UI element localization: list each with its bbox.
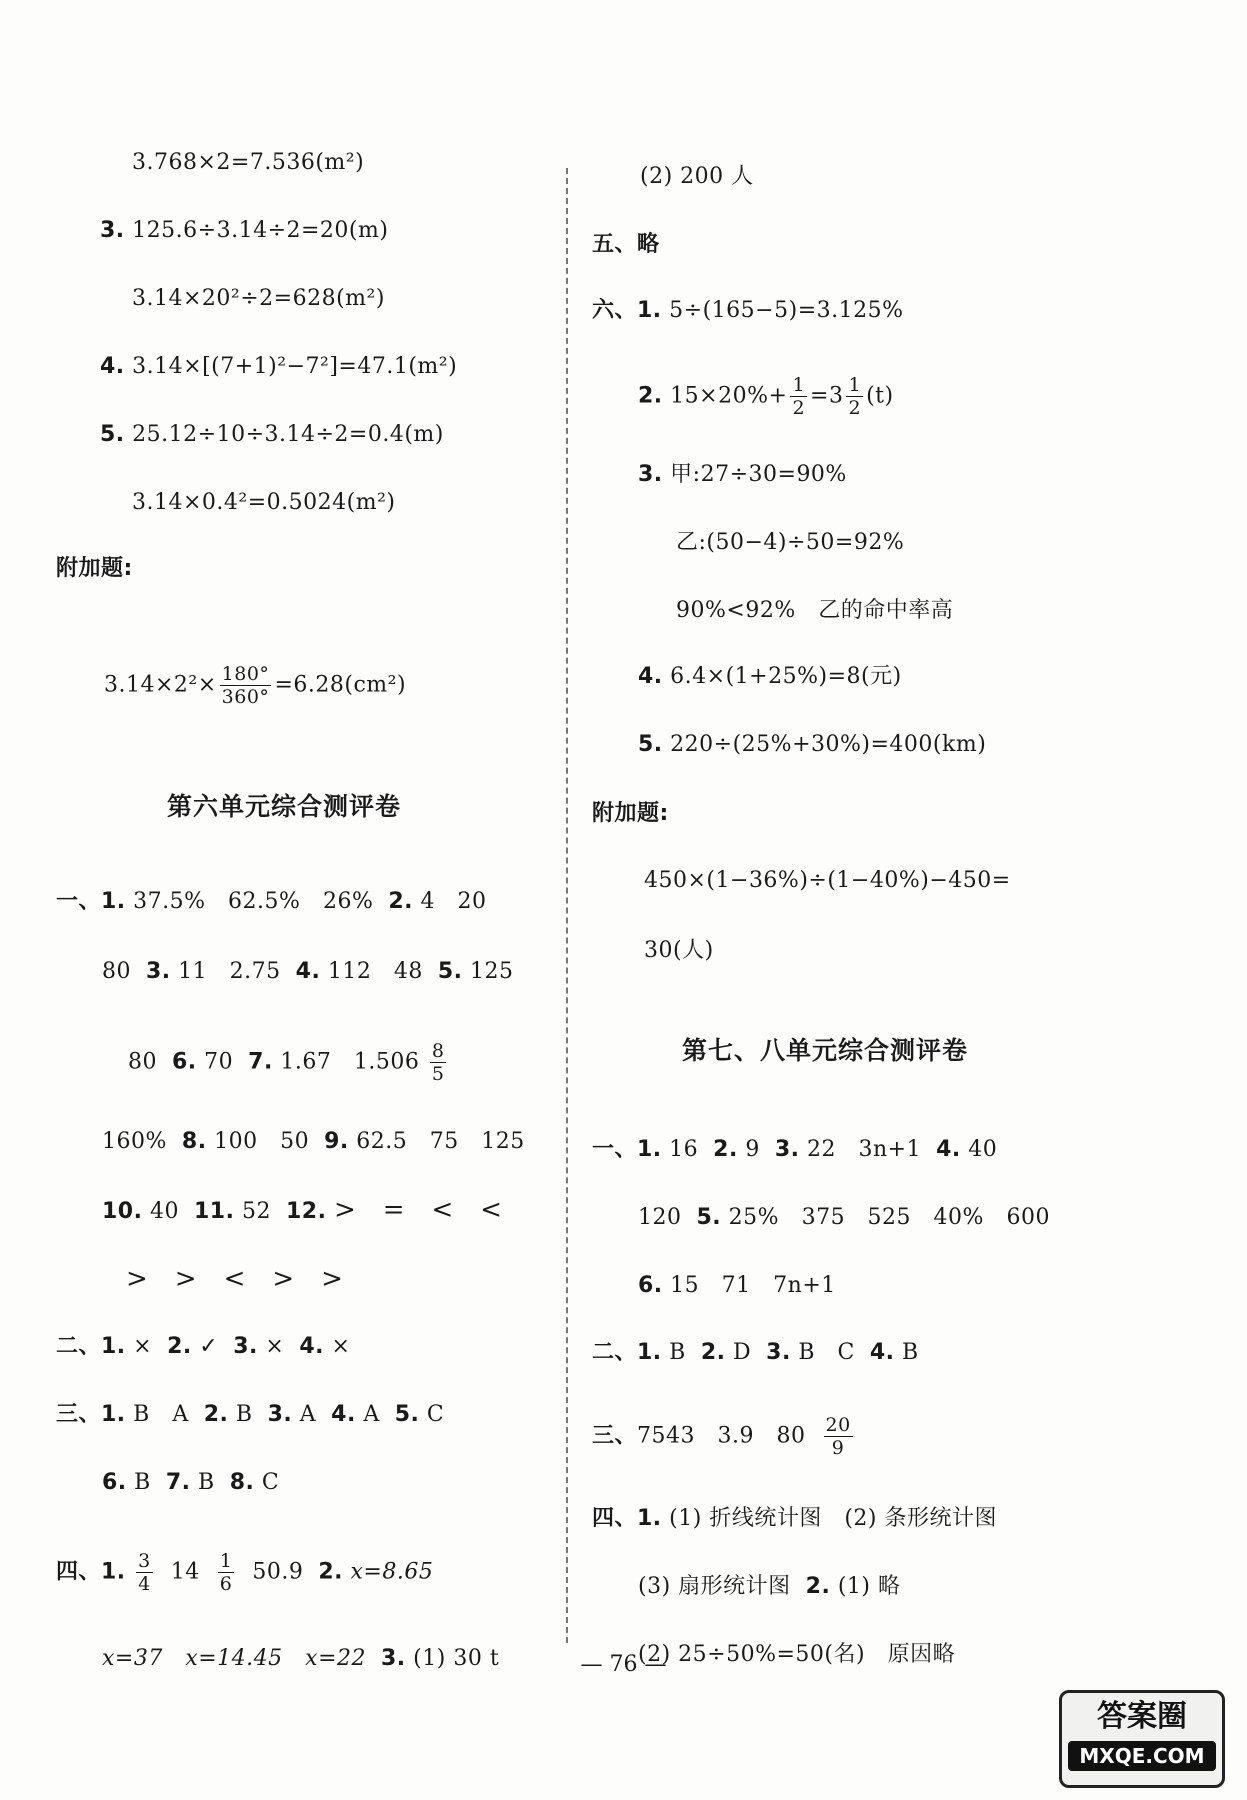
answer-line — [102, 955, 514, 989]
answer-line — [56, 1330, 350, 1364]
fraction-denominator: 4 — [138, 1573, 151, 1595]
answer-text: 125.6÷3.14÷2=20(m) — [132, 218, 389, 243]
item-number: 3. — [233, 1334, 258, 1359]
fraction-denominator: 9 — [831, 1437, 845, 1459]
answer-line — [638, 1201, 1050, 1235]
item-number: 5. — [437, 959, 463, 984]
answer-line: (2) 25÷50%=50(名) 原因略 — [638, 1642, 956, 1667]
fraction-numerator: 20 — [825, 1414, 851, 1436]
item-number: 3. — [146, 959, 171, 984]
section-label: 六、1. — [592, 298, 662, 323]
answer-text: 50.9 — [252, 1559, 304, 1585]
item-number: 4. — [295, 959, 321, 984]
watermark-logo — [1059, 1690, 1225, 1788]
item-number: 3. — [267, 1402, 293, 1427]
fraction-numerator: 3 — [138, 1550, 151, 1572]
answer-line — [638, 660, 902, 694]
item-number: 4. — [638, 664, 663, 689]
answer-line: 90%<92% 乙的命中率高 — [676, 598, 954, 623]
item-number: 10. — [102, 1199, 143, 1224]
answer-text: 9 — [745, 1137, 760, 1162]
answer-text: B — [669, 1340, 686, 1365]
answer-line — [100, 214, 388, 248]
answer-text: × — [331, 1334, 351, 1359]
section-label: 三、 — [592, 1423, 638, 1449]
item-number: 5. — [394, 1402, 420, 1427]
answer-text: 甲:27÷30=90% — [670, 462, 847, 487]
fraction-denominator: 360° — [221, 686, 270, 708]
answer-text: 3.14×2²× — [104, 672, 217, 698]
fraction-denominator: 5 — [431, 1063, 445, 1085]
fraction-denominator: 2 — [792, 397, 806, 419]
answer-line — [638, 1269, 836, 1303]
answer-text: 11 2.75 — [178, 959, 281, 984]
answer-line — [100, 350, 457, 384]
answer-text: (1) 折线统计图 (2) 条形统计图 — [669, 1506, 997, 1531]
answer-line — [592, 1133, 997, 1167]
answer-text: x=37 x=14.45 x=22 — [102, 1646, 366, 1671]
item-number: 11. — [193, 1199, 235, 1224]
answer-text: 52 — [241, 1199, 271, 1224]
item-number: 2. — [700, 1340, 726, 1365]
item-number: 7. — [248, 1049, 273, 1075]
item-number: 2. — [805, 1574, 831, 1599]
fraction — [846, 374, 863, 419]
fraction-numerator: 1 — [219, 1550, 233, 1572]
answer-text: ✓ — [199, 1334, 219, 1359]
answer-text: B A — [133, 1402, 189, 1427]
section-label: 五、略 — [592, 232, 660, 257]
item-number: 3. — [766, 1340, 791, 1365]
answer-line: 3.14×20²÷2=628(m²) — [132, 286, 385, 311]
section-title: 第七、八单元综合测评卷 — [682, 1036, 969, 1065]
answer-text: 112 48 — [327, 959, 423, 984]
item-number: 5. — [696, 1205, 722, 1230]
answer-line: 3.768×2=7.536(m²) — [132, 150, 365, 175]
answer-text: × — [133, 1334, 153, 1359]
item-number: 4. — [299, 1334, 324, 1359]
answer-line — [102, 1193, 503, 1229]
answer-text: 40 — [149, 1199, 179, 1224]
fraction-numerator: 1 — [792, 374, 806, 396]
answer-text: 25% 375 525 40% 600 — [728, 1205, 1050, 1230]
item-number: 4. — [331, 1402, 356, 1427]
answer-line — [638, 728, 986, 762]
item-number: 6. — [172, 1049, 197, 1075]
answer-text: C — [261, 1470, 280, 1495]
section-label: 四、1. — [592, 1506, 662, 1531]
item-number: 2. — [388, 889, 414, 914]
answer-text: =3 — [810, 383, 844, 409]
answer-text: D — [733, 1340, 752, 1365]
fraction — [220, 663, 272, 708]
item-number: 4. — [869, 1340, 895, 1365]
item-number: 6. — [102, 1470, 127, 1495]
answer-text: 160% — [102, 1129, 167, 1154]
section-label: 二、1. — [592, 1340, 662, 1365]
answer-line — [104, 663, 406, 708]
answer-line — [100, 418, 444, 452]
fraction — [218, 1550, 235, 1595]
answer-line — [638, 458, 847, 492]
answer-text: B — [134, 1470, 151, 1495]
answer-text: A — [363, 1402, 380, 1427]
fraction-numerator: 180° — [221, 663, 270, 685]
answer-text: 22 3n+1 — [807, 1137, 922, 1162]
item-number: 9. — [324, 1129, 349, 1154]
column-divider — [566, 168, 568, 1643]
page-number: — 76 — — [580, 1652, 667, 1677]
answer-text: 100 50 — [214, 1129, 310, 1154]
answer-text: 120 — [638, 1205, 682, 1230]
fraction — [790, 374, 807, 419]
answer-text: (t) — [866, 383, 894, 409]
answer-text: =6.28(cm²) — [274, 672, 407, 698]
answer-text: (3) 扇形统计图 — [638, 1574, 791, 1599]
item-number: 3. — [774, 1137, 800, 1162]
answer-line: 乙:(50−4)÷50=92% — [676, 530, 905, 555]
item-number: 12. — [285, 1199, 327, 1224]
answer-text: > = < < — [333, 1195, 503, 1225]
answer-text: 4 20 — [420, 889, 487, 914]
fraction — [430, 1040, 447, 1085]
bonus-label: 附加题: — [592, 801, 669, 826]
answer-line: 3.14×0.4²=0.5024(m²) — [132, 490, 396, 515]
answer-text: 14 — [170, 1559, 200, 1585]
answer-text: 1.67 1.506 — [280, 1049, 420, 1075]
answer-line — [128, 1040, 449, 1085]
answer-line — [592, 294, 904, 328]
answer-text: 220÷(25%+30%)=400(km) — [670, 732, 987, 757]
answer-text: 3.14×[(7+1)²−7²]=47.1(m²) — [132, 354, 458, 379]
item-number: 5. — [100, 422, 125, 447]
item-number: 4. — [100, 354, 125, 379]
answer-text: 37.5% 62.5% 26% — [133, 889, 374, 914]
item-number: 4. — [936, 1137, 961, 1162]
answer-line — [56, 1550, 433, 1595]
item-number: 8. — [229, 1470, 255, 1495]
answer-text: 80 — [102, 959, 131, 984]
section-label: 三、1. — [56, 1402, 126, 1427]
answer-text: (1) 30 t — [413, 1646, 500, 1671]
item-number: 3. — [100, 218, 125, 243]
answer-text: 7543 3.9 80 — [637, 1423, 806, 1449]
item-number: 6. — [638, 1273, 663, 1298]
answer-text: 15 71 7n+1 — [670, 1273, 836, 1298]
item-number: 2. — [638, 383, 663, 409]
answer-text: 6.4×(1+25%)=8(元) — [670, 664, 902, 689]
answer-line — [592, 1502, 997, 1536]
fraction-denominator: 2 — [848, 397, 862, 419]
answer-line — [56, 1398, 444, 1432]
item-number: 7. — [165, 1470, 191, 1495]
watermark-title: 答案圈 — [1097, 1699, 1187, 1734]
section-label: 二、1. — [56, 1334, 126, 1359]
section-title: 第六单元综合测评卷 — [167, 792, 402, 821]
answer-text: 15×20%+ — [670, 383, 788, 409]
bonus-label: 附加题: — [56, 556, 133, 581]
answer-line — [592, 1336, 919, 1370]
fraction-denominator: 6 — [219, 1573, 233, 1595]
answer-line: 450×(1−36%)÷(1−40%)−450= — [644, 868, 1011, 893]
answer-text: 25.12÷10÷3.14÷2=0.4(m) — [132, 422, 444, 447]
answer-text: B — [235, 1402, 253, 1427]
answer-text: B — [902, 1340, 919, 1365]
item-number: 8. — [181, 1129, 207, 1154]
answer-line — [102, 1466, 279, 1500]
watermark-url: MXQE.COM — [1068, 1741, 1216, 1771]
answer-line — [638, 1570, 901, 1604]
item-number: 2. — [318, 1559, 344, 1585]
answer-line — [638, 374, 894, 419]
answer-line: 30(人) — [644, 938, 714, 963]
answer-text: C — [426, 1402, 445, 1427]
answer-text: 40 — [968, 1137, 998, 1162]
item-number: 2. — [203, 1402, 229, 1427]
item-number: 3. — [638, 462, 663, 487]
item-number: 5. — [638, 732, 663, 757]
section-label: 一、1. — [592, 1137, 662, 1162]
answer-text: B C — [798, 1340, 855, 1365]
answer-text: 62.5 75 125 — [356, 1129, 525, 1154]
answer-text: 16 — [669, 1137, 699, 1162]
item-number: 3. — [381, 1646, 406, 1671]
item-number: 2. — [167, 1334, 192, 1359]
answer-text: B — [198, 1470, 215, 1495]
answer-text: 125 — [470, 959, 514, 984]
section-label: 一、1. — [56, 889, 126, 914]
fraction — [824, 1414, 853, 1459]
fraction-numerator: 8 — [431, 1040, 445, 1062]
answer-text: 5÷(165−5)=3.125% — [669, 298, 904, 323]
answer-line — [592, 1414, 856, 1459]
answer-line: (2) 200 人 — [640, 164, 754, 189]
fraction — [136, 1550, 153, 1595]
answer-line — [56, 885, 487, 919]
answer-text: 80 — [128, 1049, 157, 1075]
section-label: 四、1. — [56, 1559, 126, 1585]
item-number: 2. — [713, 1137, 738, 1162]
answer-text: 70 — [204, 1049, 234, 1075]
fraction-numerator: 1 — [848, 374, 862, 396]
answer-line — [102, 1125, 525, 1159]
answer-text: A — [299, 1402, 317, 1427]
answer-text: x=8.65 — [350, 1559, 434, 1585]
answer-text: × — [265, 1334, 285, 1359]
answer-text: (1) 略 — [837, 1574, 901, 1599]
answer-line: > > < > > — [126, 1264, 344, 1294]
